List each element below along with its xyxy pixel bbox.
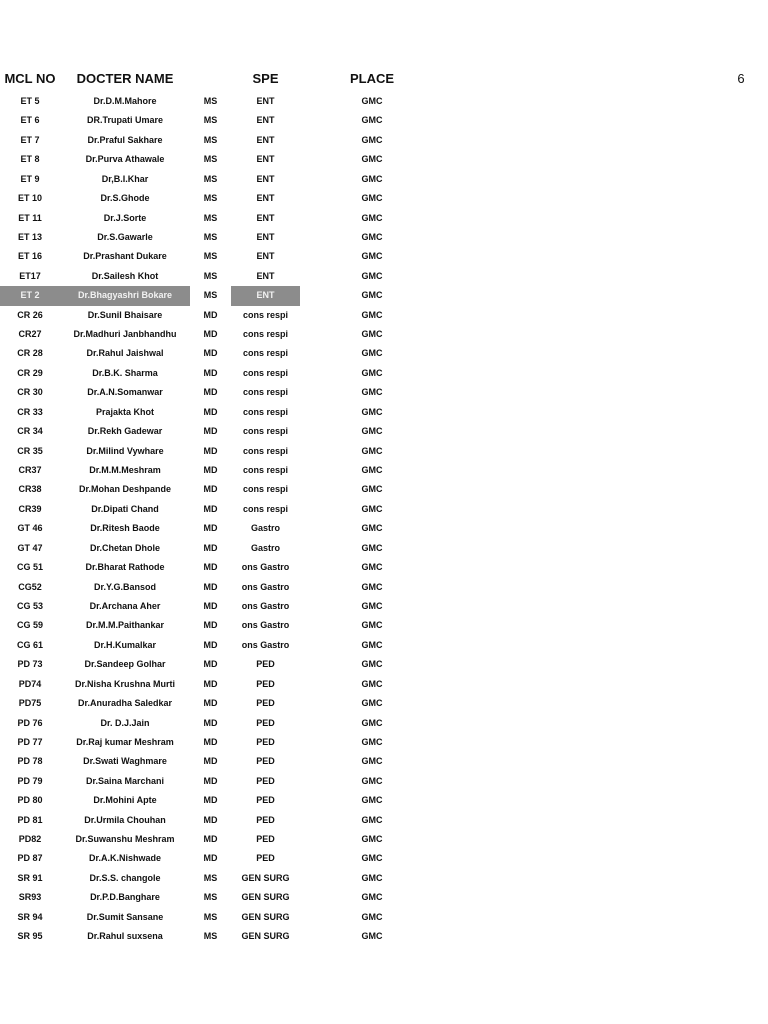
cell-mcl-no: CR 28 bbox=[17, 348, 43, 359]
cell-place: GMC bbox=[361, 329, 383, 340]
cell-specialty: Gastro bbox=[250, 523, 280, 534]
cell-degree: MD bbox=[203, 309, 218, 320]
cell-doctor-name: Dr,B.I.Khar bbox=[101, 173, 149, 184]
cell-degree: MD bbox=[203, 406, 218, 417]
cell-specialty: ENT bbox=[256, 193, 275, 204]
table-row bbox=[0, 655, 768, 674]
header-spe: SPE bbox=[252, 71, 279, 86]
cell-specialty: cons respi bbox=[242, 309, 289, 320]
cell-specialty: Gastro bbox=[250, 542, 280, 553]
table-row bbox=[0, 344, 768, 363]
cell-degree: MD bbox=[203, 465, 218, 476]
cell-mcl-no: CR39 bbox=[18, 503, 42, 514]
cell-specialty: PED bbox=[256, 756, 275, 767]
cell-specialty: cons respi bbox=[242, 426, 289, 437]
cell-place: GMC bbox=[361, 309, 383, 320]
table-row bbox=[0, 480, 768, 499]
cell-place: GMC bbox=[361, 173, 383, 184]
cell-degree: MD bbox=[203, 756, 218, 767]
table-row bbox=[0, 131, 768, 150]
cell-doctor-name: Dr.S.Gawarle bbox=[97, 231, 153, 242]
cell-doctor-name: Dr.Milind Vywhare bbox=[86, 445, 164, 456]
cell-place: GMC bbox=[361, 96, 383, 106]
cell-place: GMC bbox=[361, 251, 383, 262]
cell-doctor-name: Dr.P.D.Banghare bbox=[90, 892, 160, 903]
table-row bbox=[0, 228, 768, 247]
cell-doctor-name: Dr.B.K. Sharma bbox=[92, 367, 158, 378]
cell-degree: MS bbox=[203, 892, 218, 903]
cell-mcl-no: ET 10 bbox=[17, 193, 42, 204]
cell-degree: MD bbox=[203, 484, 218, 495]
cell-mcl-no: CR27 bbox=[18, 329, 42, 340]
cell-place: GMC bbox=[361, 756, 383, 767]
cell-specialty: GEN SURG bbox=[241, 872, 290, 883]
table-row bbox=[0, 500, 768, 519]
table-row bbox=[0, 111, 768, 130]
cell-degree: MS bbox=[203, 193, 218, 204]
cell-place: GMC bbox=[361, 406, 383, 417]
cell-mcl-no: CR37 bbox=[18, 465, 42, 476]
cell-mcl-no: CR38 bbox=[18, 484, 42, 495]
cell-specialty: PED bbox=[256, 659, 275, 670]
table-row bbox=[0, 791, 768, 810]
cell-doctor-name: Dr.Saina Marchani bbox=[85, 775, 165, 786]
cell-degree: MS bbox=[203, 872, 218, 883]
table-row bbox=[0, 286, 768, 305]
table-row bbox=[0, 616, 768, 635]
cell-degree: MS bbox=[203, 251, 218, 262]
cell-specialty: ons Gastro bbox=[241, 562, 290, 573]
cell-doctor-name: Dr.J.Sorte bbox=[103, 212, 147, 223]
cell-doctor-name: Dr.Suwanshu Meshram bbox=[75, 834, 175, 845]
cell-degree: MS bbox=[203, 173, 218, 184]
table-row bbox=[0, 519, 768, 538]
cell-place: GMC bbox=[361, 872, 383, 883]
cell-mcl-no: ET17 bbox=[19, 270, 41, 281]
cell-mcl-no: GT 46 bbox=[17, 523, 43, 534]
cell-specialty: ons Gastro bbox=[241, 600, 290, 611]
cell-specialty: PED bbox=[256, 834, 275, 845]
cell-place: GMC bbox=[361, 503, 383, 514]
cell-specialty: GEN SURG bbox=[241, 931, 290, 942]
table-row bbox=[0, 849, 768, 868]
cell-doctor-name: Dr. D.J.Jain bbox=[100, 717, 150, 728]
cell-specialty: PED bbox=[256, 678, 275, 689]
page-number: 6 bbox=[737, 71, 745, 86]
cell-doctor-name: Dr.Nisha Krushna Murti bbox=[74, 678, 175, 689]
table-row bbox=[0, 247, 768, 266]
cell-mcl-no: GT 47 bbox=[17, 542, 43, 553]
cell-mcl-no: PD 81 bbox=[17, 814, 43, 825]
cell-place: GMC bbox=[361, 814, 383, 825]
cell-degree: MD bbox=[203, 503, 218, 514]
cell-doctor-name: Dr.M.M.Paithankar bbox=[85, 620, 165, 631]
cell-degree: MD bbox=[203, 620, 218, 631]
cell-specialty: ENT bbox=[256, 231, 275, 242]
cell-mcl-no: ET 7 bbox=[20, 134, 40, 145]
cell-place: GMC bbox=[361, 115, 383, 126]
cell-place: GMC bbox=[361, 834, 383, 845]
cell-doctor-name: Dr.S.S. changole bbox=[89, 872, 161, 883]
cell-degree: MS bbox=[203, 231, 218, 242]
cell-doctor-name: Dr.Urmila Chouhan bbox=[84, 814, 166, 825]
cell-place: GMC bbox=[361, 931, 383, 942]
cell-doctor-name: DR.Trupati Umare bbox=[86, 115, 164, 126]
table-row bbox=[0, 636, 768, 655]
cell-degree: MD bbox=[203, 659, 218, 670]
cell-degree: MS bbox=[203, 115, 218, 126]
cell-specialty: cons respi bbox=[242, 406, 289, 417]
table-row bbox=[0, 442, 768, 461]
cell-place: GMC bbox=[361, 484, 383, 495]
cell-mcl-no: ET 9 bbox=[20, 173, 40, 184]
cell-mcl-no: PD74 bbox=[18, 678, 42, 689]
cell-specialty: PED bbox=[256, 814, 275, 825]
cell-specialty: PED bbox=[256, 775, 275, 786]
cell-place: GMC bbox=[361, 465, 383, 476]
cell-mcl-no: CG52 bbox=[18, 581, 42, 592]
cell-place: GMC bbox=[361, 600, 383, 611]
cell-degree: MD bbox=[203, 445, 218, 456]
cell-place: GMC bbox=[361, 387, 383, 398]
cell-mcl-no: ET 8 bbox=[20, 154, 40, 165]
cell-mcl-no: CR 26 bbox=[17, 309, 43, 320]
table-row bbox=[0, 733, 768, 752]
cell-specialty: ENT bbox=[256, 115, 275, 126]
cell-mcl-no: PD 76 bbox=[17, 717, 43, 728]
cell-doctor-name: Dr.M.M.Meshram bbox=[89, 465, 161, 476]
table-row bbox=[0, 811, 768, 830]
cell-place: GMC bbox=[361, 193, 383, 204]
cell-degree: MD bbox=[203, 581, 218, 592]
cell-doctor-name: Dr.Mohan Deshpande bbox=[78, 484, 171, 495]
table-row bbox=[0, 772, 768, 791]
table-row bbox=[0, 364, 768, 383]
cell-place: GMC bbox=[361, 134, 383, 145]
cell-specialty: PED bbox=[256, 698, 275, 709]
cell-mcl-no: PD 78 bbox=[17, 756, 43, 767]
cell-place: GMC bbox=[361, 698, 383, 709]
table-row bbox=[0, 927, 768, 946]
cell-degree: MD bbox=[203, 853, 218, 864]
cell-specialty: cons respi bbox=[242, 484, 289, 495]
cell-specialty: PED bbox=[256, 853, 275, 864]
table-row bbox=[0, 869, 768, 888]
cell-doctor-name: Dr.Rekh Gadewar bbox=[87, 426, 163, 437]
cell-specialty: ENT bbox=[256, 270, 275, 281]
cell-place: GMC bbox=[361, 562, 383, 573]
cell-mcl-no: CR 29 bbox=[17, 367, 43, 378]
cell-degree: MD bbox=[203, 795, 218, 806]
table-row bbox=[0, 92, 768, 111]
cell-place: GMC bbox=[361, 270, 383, 281]
cell-mcl-no: ET 2 bbox=[0, 286, 60, 305]
cell-doctor-name: Dr.Swati Waghmare bbox=[83, 756, 167, 767]
table-row bbox=[0, 888, 768, 907]
cell-degree: MD bbox=[203, 542, 218, 553]
header-mcl-no: MCL NO bbox=[4, 71, 56, 86]
cell-degree: MS bbox=[203, 290, 218, 301]
cell-doctor-name: Dr.Sumit Sansane bbox=[86, 911, 164, 922]
cell-mcl-no: ET 13 bbox=[17, 231, 42, 242]
cell-doctor-name: Dr.Purva Athawale bbox=[85, 154, 165, 165]
cell-doctor-name: Dr.A.K.Nishwade bbox=[88, 853, 162, 864]
table-row bbox=[0, 675, 768, 694]
cell-degree: MD bbox=[203, 600, 218, 611]
cell-doctor-name: Dr.Ritesh Baode bbox=[90, 523, 160, 534]
cell-specialty: cons respi bbox=[242, 348, 289, 359]
cell-specialty: ons Gastro bbox=[241, 639, 290, 650]
cell-degree: MD bbox=[203, 814, 218, 825]
cell-degree: MS bbox=[203, 154, 218, 165]
cell-mcl-no: CG 59 bbox=[16, 620, 43, 631]
cell-doctor-name: Dr.H.Kumalkar bbox=[93, 639, 157, 650]
cell-mcl-no: CR 30 bbox=[17, 387, 43, 398]
cell-specialty: ENT bbox=[256, 212, 275, 223]
cell-place: GMC bbox=[361, 523, 383, 534]
cell-doctor-name: Dr.Sunil Bhaisare bbox=[87, 309, 163, 320]
cell-place: GMC bbox=[361, 717, 383, 728]
cell-place: GMC bbox=[361, 231, 383, 242]
cell-specialty: cons respi bbox=[242, 387, 289, 398]
cell-degree: MD bbox=[203, 736, 218, 747]
table-row bbox=[0, 383, 768, 402]
cell-specialty: ENT bbox=[256, 251, 275, 262]
cell-degree: MD bbox=[203, 387, 218, 398]
table-row bbox=[0, 558, 768, 577]
cell-mcl-no: ET 5 bbox=[20, 96, 40, 106]
cell-degree: MD bbox=[203, 367, 218, 378]
cell-degree: MS bbox=[203, 212, 218, 223]
cell-doctor-name: Dr.Mohini Apte bbox=[93, 795, 157, 806]
table-row bbox=[0, 209, 768, 228]
cell-mcl-no: PD82 bbox=[18, 834, 42, 845]
cell-degree: MD bbox=[203, 426, 218, 437]
table-row bbox=[0, 189, 768, 208]
cell-place: GMC bbox=[361, 775, 383, 786]
cell-specialty: GEN SURG bbox=[241, 892, 290, 903]
cell-specialty: ons Gastro bbox=[241, 620, 290, 631]
table-row bbox=[0, 597, 768, 616]
cell-mcl-no: SR93 bbox=[18, 892, 42, 903]
cell-mcl-no: PD 73 bbox=[17, 659, 43, 670]
cell-mcl-no: ET 11 bbox=[18, 212, 42, 223]
cell-doctor-name: Dr.Rahul suxsena bbox=[87, 931, 163, 942]
cell-specialty: PED bbox=[256, 795, 275, 806]
cell-doctor-name: Dr.Anuradha Saledkar bbox=[77, 698, 173, 709]
cell-doctor-name: Dr.Raj kumar Meshram bbox=[76, 736, 174, 747]
cell-doctor-name: Dr.Y.G.Bansod bbox=[93, 581, 156, 592]
cell-place: GMC bbox=[361, 892, 383, 903]
cell-mcl-no: SR 91 bbox=[17, 872, 43, 883]
cell-doctor-name: Dr.Bharat Rathode bbox=[85, 562, 165, 573]
cell-place: GMC bbox=[361, 367, 383, 378]
cell-place: GMC bbox=[361, 445, 383, 456]
cell-doctor-name: Dr.S.Ghode bbox=[100, 193, 150, 204]
cell-specialty: PED bbox=[256, 717, 275, 728]
cell-specialty: GEN SURG bbox=[241, 911, 290, 922]
cell-doctor-name: Dr.D.M.Mahore bbox=[93, 96, 157, 106]
cell-doctor-name: Dr.Rahul Jaishwal bbox=[86, 348, 164, 359]
cell-mcl-no: PD75 bbox=[18, 698, 42, 709]
cell-specialty: cons respi bbox=[242, 329, 289, 340]
table-row bbox=[0, 267, 768, 286]
header-docter-name: DOCTER NAME bbox=[76, 71, 174, 86]
cell-place: GMC bbox=[361, 911, 383, 922]
doctor-table-body bbox=[0, 92, 768, 947]
table-row bbox=[0, 325, 768, 344]
cell-degree: MD bbox=[203, 678, 218, 689]
cell-mcl-no: PD 87 bbox=[17, 853, 43, 864]
table-row bbox=[0, 694, 768, 713]
table-row bbox=[0, 170, 768, 189]
table-row bbox=[0, 830, 768, 849]
cell-doctor-name: Prajakta Khot bbox=[95, 406, 155, 417]
cell-specialty: ENT bbox=[231, 286, 300, 305]
cell-doctor-name: Dr.Sandeep Golhar bbox=[84, 659, 166, 670]
cell-degree: MD bbox=[203, 834, 218, 845]
cell-mcl-no: CR 35 bbox=[17, 445, 43, 456]
cell-degree: MS bbox=[203, 96, 218, 106]
cell-mcl-no: CG 53 bbox=[16, 600, 43, 611]
table-row bbox=[0, 752, 768, 771]
table-row bbox=[0, 578, 768, 597]
cell-degree: MD bbox=[203, 523, 218, 534]
cell-specialty: PED bbox=[256, 736, 275, 747]
cell-mcl-no: PD 77 bbox=[17, 736, 43, 747]
cell-place: GMC bbox=[361, 581, 383, 592]
cell-doctor-name: Dr.A.N.Somanwar bbox=[87, 387, 163, 398]
cell-mcl-no: SR 95 bbox=[17, 931, 43, 942]
cell-place: GMC bbox=[361, 639, 383, 650]
cell-mcl-no: CR 34 bbox=[17, 426, 43, 437]
cell-mcl-no: ET 16 bbox=[17, 251, 42, 262]
cell-place: GMC bbox=[361, 348, 383, 359]
cell-mcl-no: SR 94 bbox=[17, 911, 43, 922]
cell-specialty: cons respi bbox=[242, 367, 289, 378]
cell-degree: MD bbox=[203, 698, 218, 709]
cell-degree: MS bbox=[203, 931, 218, 942]
table-row bbox=[0, 714, 768, 733]
table-row bbox=[0, 539, 768, 558]
table-row bbox=[0, 306, 768, 325]
cell-doctor-name: Dr.Madhuri Janbhandhu bbox=[73, 329, 177, 340]
cell-place: GMC bbox=[361, 212, 383, 223]
cell-doctor-name: Dr.Archana Aher bbox=[89, 600, 161, 611]
cell-mcl-no: CG 61 bbox=[16, 639, 43, 650]
table-row bbox=[0, 403, 768, 422]
cell-specialty: ENT bbox=[256, 134, 275, 145]
cell-degree: MD bbox=[203, 562, 218, 573]
cell-specialty: ENT bbox=[256, 173, 275, 184]
cell-mcl-no: CG 51 bbox=[16, 562, 43, 573]
cell-place: GMC bbox=[361, 154, 383, 165]
table-row bbox=[0, 422, 768, 441]
cell-doctor-name: Dr.Bhagyashri Bokare bbox=[60, 286, 190, 305]
table-row bbox=[0, 461, 768, 480]
cell-degree: MS bbox=[203, 911, 218, 922]
cell-mcl-no: PD 80 bbox=[17, 795, 43, 806]
table-header bbox=[0, 69, 768, 89]
cell-doctor-name: Dr.Prashant Dukare bbox=[83, 251, 167, 262]
cell-specialty: cons respi bbox=[242, 503, 289, 514]
cell-place: GMC bbox=[361, 659, 383, 670]
cell-specialty: ons Gastro bbox=[241, 581, 290, 592]
cell-place: GMC bbox=[361, 678, 383, 689]
cell-degree: MS bbox=[203, 270, 218, 281]
cell-degree: MD bbox=[203, 717, 218, 728]
cell-place: GMC bbox=[361, 426, 383, 437]
cell-doctor-name: Dr.Praful Sakhare bbox=[87, 134, 163, 145]
cell-doctor-name: Dr.Dipati Chand bbox=[91, 503, 159, 514]
cell-mcl-no: CR 33 bbox=[17, 406, 43, 417]
cell-degree: MS bbox=[203, 134, 218, 145]
header-place: PLACE bbox=[349, 71, 395, 86]
cell-specialty: cons respi bbox=[242, 465, 289, 476]
cell-degree: MD bbox=[203, 775, 218, 786]
cell-place: GMC bbox=[361, 853, 383, 864]
cell-degree: MD bbox=[203, 639, 218, 650]
cell-specialty: ENT bbox=[256, 96, 275, 106]
cell-place: GMC bbox=[361, 620, 383, 631]
cell-place: GMC bbox=[361, 542, 383, 553]
cell-place: GMC bbox=[361, 795, 383, 806]
cell-mcl-no: PD 79 bbox=[17, 775, 43, 786]
cell-place: GMC bbox=[361, 736, 383, 747]
cell-doctor-name: Dr.Sailesh Khot bbox=[91, 270, 159, 281]
table-row bbox=[0, 908, 768, 927]
cell-mcl-no: ET 6 bbox=[20, 115, 40, 126]
cell-specialty: cons respi bbox=[242, 445, 289, 456]
cell-doctor-name: Dr.Chetan Dhole bbox=[89, 542, 160, 553]
cell-specialty: ENT bbox=[256, 154, 275, 165]
cell-place: GMC bbox=[361, 290, 383, 301]
cell-degree: MD bbox=[203, 329, 218, 340]
cell-degree: MD bbox=[203, 348, 218, 359]
table-row bbox=[0, 150, 768, 169]
